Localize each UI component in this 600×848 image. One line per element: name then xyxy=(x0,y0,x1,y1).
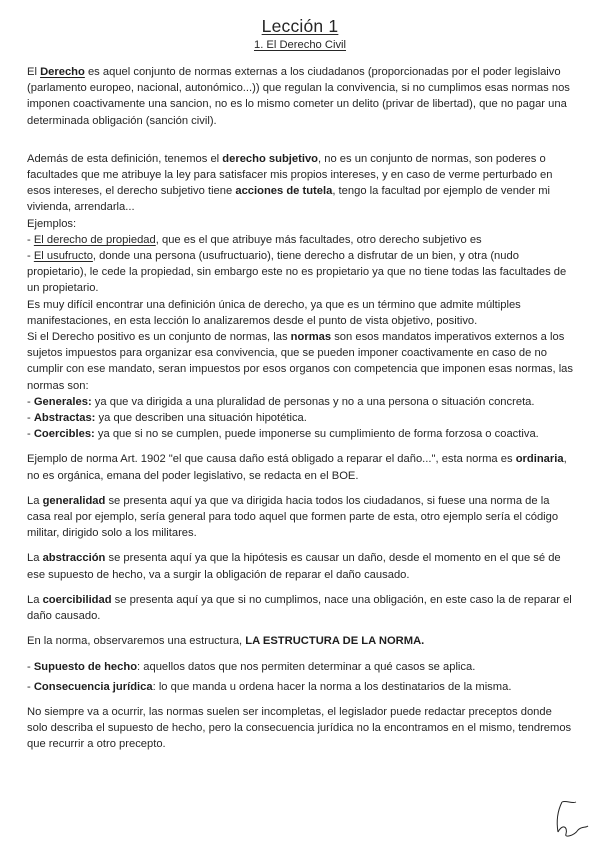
term-usufructo: El usufructo xyxy=(33,250,93,263)
page-title: Lección 1 xyxy=(261,16,339,36)
signature-stroke xyxy=(562,801,576,802)
text-run: ya que describen una situación hipotética. xyxy=(95,412,307,425)
term-ordinaria: ordinaria xyxy=(515,453,564,466)
term-generales: Generales: xyxy=(33,395,92,408)
signature-stroke xyxy=(558,826,588,836)
list-dash: - xyxy=(27,395,34,408)
paragraph-estructura xyxy=(27,633,573,649)
term-derecho-subjetivo: derecho subjetivo xyxy=(222,152,319,165)
example-item-usufructo xyxy=(27,248,573,297)
text-run: El xyxy=(27,66,41,78)
text-run: La xyxy=(27,593,43,606)
text-run: Ejemplo de norma Art. 1902 "el que causa daño está obligado a reparar el daño...", esta norma es xyxy=(27,453,516,466)
term-supuesto-hecho: Supuesto de hecho xyxy=(33,660,138,673)
term-estructura-norma: LA ESTRUCTURA DE LA NORMA. xyxy=(245,635,425,648)
text-run: , no es un conjunto de normas, son poderes o facultades que me atribuye la ley para satisfacer mis propios intereses, y en caso de verme perturbado en esos intereses, el derecho subjetivo tiene xyxy=(27,152,553,198)
paragraph-normas xyxy=(27,329,573,394)
paragraph-generalidad xyxy=(27,493,573,542)
term-acciones-tutela: acciones de tutela xyxy=(235,185,333,198)
term-abstraccion: abstracción xyxy=(42,552,106,565)
term-consecuencia-juridica: Consecuencia jurídica xyxy=(33,680,153,693)
text-run: La xyxy=(27,552,43,565)
text-run: , que es el que atribuye más facultades, otro derecho subjetivo es xyxy=(155,233,482,246)
text-run: : lo que manda u ordena hacer la norma a los destinatarios de la misma. xyxy=(152,680,512,693)
text-run: se presenta aquí ya que va dirigida hacia todos los ciudadanos, si fuese una norma de la casa real por ejemplo, sería general para todo aquel que formen parte de esta, otro ejemplo sería el código militar, dirigido solo a los militares. xyxy=(27,494,559,540)
term-normas: normas xyxy=(290,331,332,344)
list-dash: - xyxy=(27,250,34,263)
term-generalidad: generalidad xyxy=(42,494,106,507)
list-dash: - xyxy=(27,660,34,673)
text-run: ya que si no se cumplen, puede imponerse su cumplimiento de forma forzosa o coactiva. xyxy=(94,428,539,441)
text-run: ya que va dirigida a una pluralidad de personas y no a una persona o situación concreta. xyxy=(91,395,535,408)
text-run: En la norma, observaremos una estructura, xyxy=(27,635,246,648)
list-dash: - xyxy=(27,428,34,441)
document-page xyxy=(27,16,573,753)
example-item-propiedad xyxy=(27,232,573,248)
term-derecho: Derecho xyxy=(40,66,85,78)
paragraph-coercibilidad xyxy=(27,592,573,624)
handwritten-signature xyxy=(548,796,592,840)
text-run: Si el Derecho positivo es un conjunto de normas, las xyxy=(27,331,291,344)
paragraph-derecho-definition xyxy=(27,64,573,129)
trait-item-coercibles xyxy=(27,426,573,442)
text-run: , tengo la facultad por ejemplo de vender mi vivienda, arrendarla... xyxy=(27,185,551,214)
text-run: , donde una persona (usufructuario), tiene derecho a disfrutar de un bien, y otra (nudo propietario), le cede la propiedad, sin embargo este no es propietario ya que no tiene todas las facultades de un propietario. xyxy=(27,250,567,295)
text-run: La xyxy=(27,494,43,507)
paragraph-definicion-derecho: Es muy difícil encontrar una definición única de derecho, ya que es un término que admite múltiples manifestaciones, en esta lección lo analizaremos desde el punto de vista objetivo, positivo. xyxy=(27,298,521,327)
text-run: es aquel conjunto de normas externas a los ciudadanos (proporcionadas por el poder legislaivo (parlamento europeo, nacional, autonómico...)) que regulan la convivencia, si no cumplimos esas normas nos imponen coactivamente una sancion, no es lo mismo cometer un delito (privar de libertad), que no pagar una determinada obligación (sanción civil). xyxy=(27,66,570,127)
trait-item-abstractas xyxy=(27,410,573,426)
text-run: son esos mandatos imperativos externos a los sujetos impuestos para organizar esa convivencia, que se pueden imponer coactivamente en caso de no cumplir con ese mandato, seran impuestos por esos organos con competencia que imponen esas normas, las normas son: xyxy=(27,331,573,392)
paragraph-ejemplo-norma xyxy=(27,451,573,483)
text-run: se presenta aquí ya que si no cumplimos, nace una obligación, en este caso la de reparar el daño causado. xyxy=(27,593,572,623)
term-abstractas: Abstractas: xyxy=(33,412,96,425)
list-dash: - xyxy=(27,680,34,693)
paragraph-derecho-subjetivo xyxy=(27,151,573,216)
examples-label: Ejemplos: xyxy=(27,217,77,230)
paragraph-incompletas: No siempre va a ocurrir, las normas suelen ser incompletas, el legislador puede redactar preceptos donde solo describa el supuesto de hecho, pero la consecuencia jurídica no la encontramos en el mismo, tendremos que recurrir a otro precepto. xyxy=(27,705,572,751)
section-subtitle: 1. El Derecho Civil xyxy=(253,39,347,51)
term-derecho-propiedad: El derecho de propiedad xyxy=(33,233,156,246)
list-dash: - xyxy=(27,233,34,246)
paragraph-abstraccion xyxy=(27,550,573,582)
text-run: , no es orgánica, emana del poder legislativo, se redacta en el BOE. xyxy=(27,453,567,482)
term-coercibilidad: coercibilidad xyxy=(42,593,112,606)
text-run: se presenta aquí ya que la hipótesis es causar un daño, desde el momento en el que sé de ese supuesto de hecho, va a surgir la obligación de reparar el daño causado. xyxy=(27,552,561,581)
structure-item-supuesto xyxy=(27,659,573,675)
structure-item-consecuencia xyxy=(27,679,573,695)
text-run: : aquellos datos que nos permiten determinar a qué casos se aplica. xyxy=(137,660,476,673)
term-coercibles: Coercibles: xyxy=(33,428,95,441)
text-run: Además de esta definición, tenemos el xyxy=(27,152,223,165)
list-dash: - xyxy=(27,412,34,425)
trait-item-generales xyxy=(27,394,573,410)
